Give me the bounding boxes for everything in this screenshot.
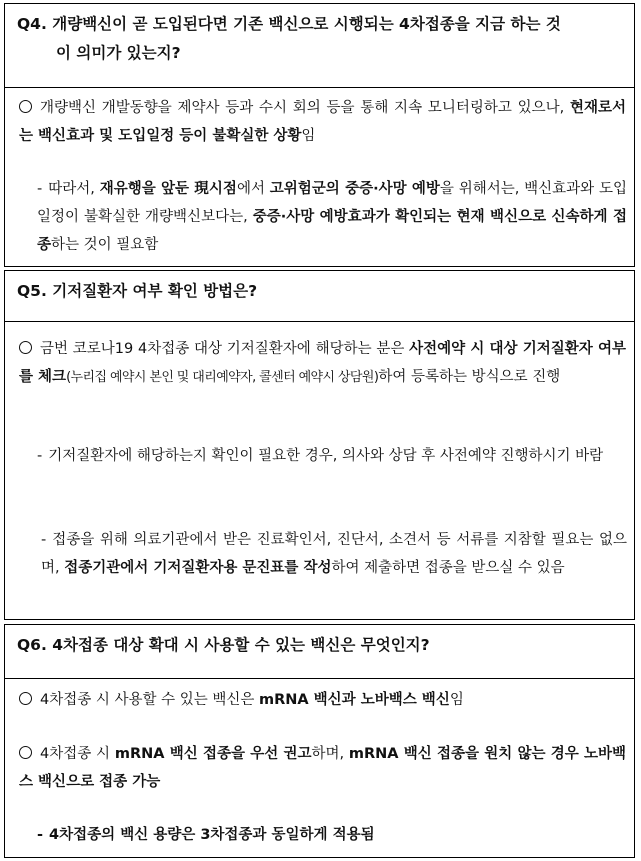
q5-answer-bullet: 금번 코로나19 4차접종 대상 기저질환자에 해당하는 분은 사전예약 시 대상 기저질환자 여부를 체크(누리집 예약시 본인 및 대리예약자, 콜센터 예약시 상담원)하여 등록하는 방식으로 진행 xyxy=(19,341,626,385)
q6-box xyxy=(4,624,635,858)
circle-bullet-icon xyxy=(19,341,32,354)
q4-question-line2: 이 의미가 있는지? xyxy=(56,44,181,62)
q6-question xyxy=(5,625,634,679)
q5-answer-sub2: - 접종을 위해 의료기관에서 받은 진료확인서, 진단서, 소견서 등 서류를 지참할 필요는 없으며, 접종기관에서 기저질환자용 문진표를 작성하여 제출하면 접종을 받으실 수 있음 xyxy=(41,532,627,576)
q4-box xyxy=(4,3,635,267)
circle-bullet-icon xyxy=(19,692,32,705)
q5-question-text: Q5. 기저질환자 여부 확인 방법은? xyxy=(17,282,258,300)
q6-question-text: Q6. 4차접종 대상 확대 시 사용할 수 있는 백신은 무엇인지? xyxy=(17,636,430,654)
q5-question xyxy=(5,271,634,322)
circle-bullet-icon xyxy=(19,746,32,759)
q4-question xyxy=(5,4,634,88)
q6-answer-bullet2: 4차접종 시 mRNA 백신 접종을 우선 권고하며, mRNA 백신 접종을 원치 않는 경우 노바백스 백신으로 접종 가능 xyxy=(19,746,626,790)
q6-answer-sub: - 4차접종의 백신 용량은 3차접종과 동일하게 적용됨 xyxy=(37,827,375,843)
q4-answer-sub: - 따라서, 재유행을 앞둔 現시점에서 고위험군의 중증·사망 예방을 위해서는, 백신효과와 도입일정이 불확실한 개량백신보다는, 중증·사망 예방효과가 확인되는 현재 백신으로 신속하게 접종하는 것이 필요함 xyxy=(37,181,627,253)
q4-question-line1: Q4. 개량백신이 곧 도입된다면 기존 백신으로 시행되는 4차접종을 지금 하는 것 xyxy=(17,15,561,33)
q5-answer-sub1: - 기저질환자에 해당하는지 확인이 필요한 경우, 의사와 상담 후 사전예약 진행하시기 바람 xyxy=(37,448,604,464)
q6-answer-bullet1: 4차접종 시 사용할 수 있는 백신은 mRNA 백신과 노바백스 백신임 xyxy=(19,686,626,714)
q5-box xyxy=(4,270,635,620)
q4-answer-bullet: 개량백신 개발동향을 제약사 등과 수시 회의 등을 통해 지속 모니터링하고 있으나, 현재로서는 백신효과 및 도입일정 등이 불확실한 상황임 xyxy=(19,100,626,144)
circle-bullet-icon xyxy=(19,100,32,113)
